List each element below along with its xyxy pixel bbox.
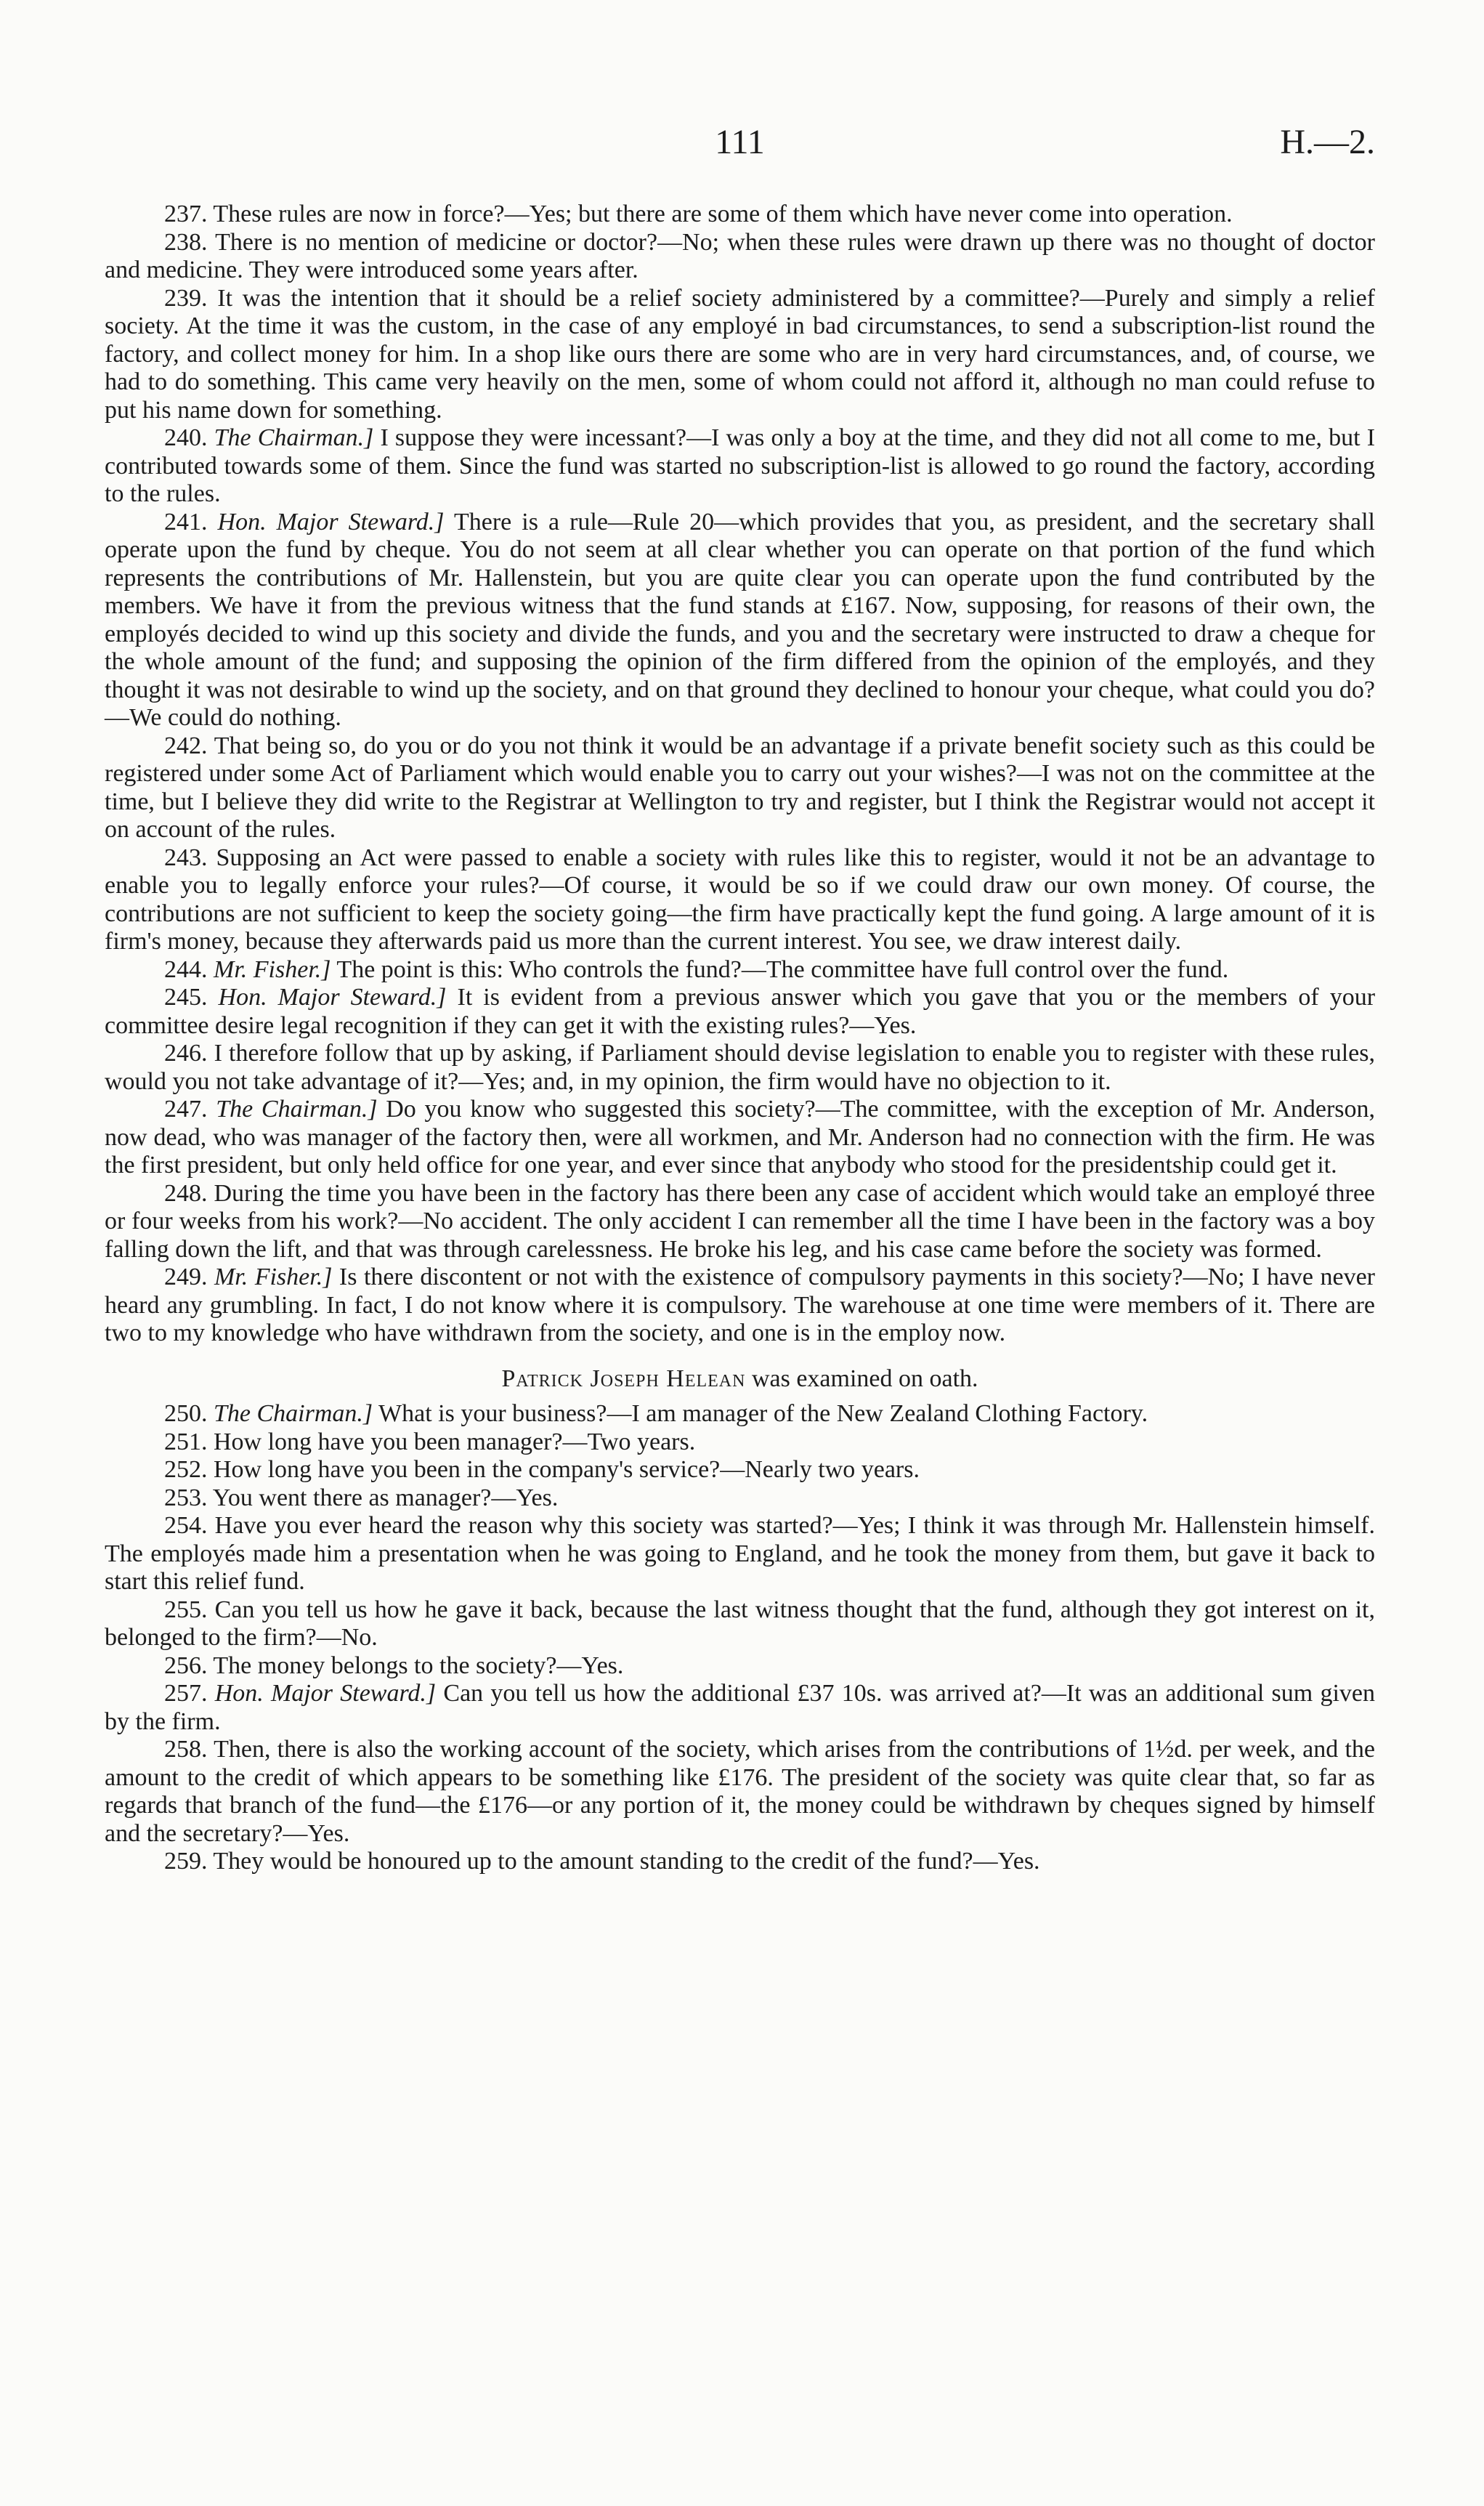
question-text: What is your business?—I am manager of the New Zealand Clothing Factory. bbox=[378, 1400, 1148, 1427]
question-paragraph bbox=[105, 1736, 1375, 1848]
question-text: You went there as manager?—Yes. bbox=[212, 1484, 559, 1511]
question-number: 255. bbox=[164, 1596, 208, 1623]
question-text: They would be honoured up to the amount standing to the credit of the fund?—Yes. bbox=[213, 1848, 1040, 1875]
question-text: I therefore follow that up by asking, if Parliament should devise legislation to enable you to register with these rules, would you not take advantage of it?—Yes; and, in my opinion, the firm would have no objection to it. bbox=[105, 1040, 1375, 1095]
question-text: Have you ever heard the reason why this society was started?—Yes; I think it was through Mr. Hallenstein himself. The employés made him a presentation when he was going to England, and he took the money from them, but gave it back to start this relief fund. bbox=[105, 1512, 1376, 1595]
question-text: The money belongs to the society?—Yes. bbox=[213, 1652, 624, 1679]
question-paragraph bbox=[105, 844, 1375, 956]
witness-heading-rest: was examined on oath. bbox=[751, 1365, 978, 1392]
testimony-section-second bbox=[105, 1400, 1375, 1876]
question-paragraph bbox=[105, 509, 1375, 732]
question-number: 243. bbox=[164, 844, 208, 871]
question-paragraph bbox=[105, 1484, 1375, 1513]
question-number: 252. bbox=[164, 1456, 208, 1483]
question-number: 237. bbox=[164, 201, 208, 227]
question-text: It is evident from a previous answer which you gave that you or the members of your committee desire legal recognition if they can get it with the existing rules?—Yes. bbox=[105, 984, 1376, 1039]
speaker-label: The Chairman.] bbox=[214, 424, 374, 451]
question-text: I suppose they were incessant?—I was only a boy at the time, and they did not all come to me, but I contributed towards some of them. Since the fund was started no subscription-list is allowed to go round the factory, according to the rules. bbox=[105, 424, 1376, 507]
question-number: 239. bbox=[164, 284, 208, 312]
question-paragraph bbox=[105, 1848, 1375, 1876]
question-number: 247. bbox=[164, 1096, 208, 1123]
question-text: There is a rule—Rule 20—which provides that you, as president, and the secretary shall operate upon the fund by cheque. You do not seem at all clear whether you can operate on that portion of the fund which represents the contributions of Mr. Hallenstein, but you are quite clear you can operate upon the fund contributed by the members. We have it from the previous witness that the fund stands at £167. Now, supposing, for reasons of their own, the employés decided to wind up this society and divide the funds, and you and the secretary were instructed to draw a cheque for the whole amount of the fund; and supposing the opinion of the firm differed from the opinion of the employés, and they thought it was not desirable to wind up the society, and on that ground they declined to honour your cheque, what could you do?—We could do nothing. bbox=[105, 508, 1376, 731]
speaker-label: The Chairman.] bbox=[214, 1400, 373, 1427]
question-number: 240. bbox=[164, 424, 208, 451]
question-number: 254. bbox=[164, 1512, 208, 1539]
speaker-label: Mr. Fisher.] bbox=[214, 955, 331, 983]
question-number: 245. bbox=[164, 984, 208, 1011]
question-text: Then, there is also the working account of the society, which arises from the contributions of 1½d. per week, and the amount to the credit of which appears to be something like £176. The president of the society was quite clear that, so far as regards that branch of the fund—the £176—or any portion of it, the money could be withdrawn by cheques signed by himself and the secretary?—Yes. bbox=[105, 1736, 1376, 1847]
testimony-section-first bbox=[105, 201, 1375, 1348]
question-text: Can you tell us how he gave it back, because the last witness thought that the fund, although they got interest on it, belonged to the firm?—No. bbox=[105, 1596, 1375, 1651]
question-text: Supposing an Act were passed to enable a society with rules like this to register, would it not be an advantage to enable you to legally enforce your rules?—Of course, it would be so if we could draw our own money. Of course, the contributions are not sufficient to keep the society going—the firm have practically kept the fund going. A large amount of it is firm's money, because they afterwards paid us more than the current interest. You see, we draw interest daily. bbox=[105, 844, 1376, 955]
question-number: 249. bbox=[164, 1264, 208, 1290]
question-paragraph bbox=[105, 956, 1375, 985]
page-number: 111 bbox=[715, 123, 765, 161]
question-number: 241. bbox=[164, 508, 208, 535]
question-number: 242. bbox=[164, 732, 208, 759]
question-paragraph bbox=[105, 201, 1375, 229]
question-number: 244. bbox=[164, 955, 208, 983]
question-number: 248. bbox=[164, 1179, 208, 1207]
witness-name: Patrick Joseph Helean bbox=[501, 1365, 746, 1392]
witness-heading bbox=[105, 1365, 1375, 1394]
question-number: 246. bbox=[164, 1040, 208, 1067]
question-paragraph bbox=[105, 1596, 1375, 1652]
question-number: 258. bbox=[164, 1736, 208, 1763]
question-text: During the time you have been in the factory has there been any case of accident which would take an employé three or four weeks from his work?—No accident. The only accident I can remember all the time I have been in the factory was a boy falling down the lift, and that was through carelessness. He broke his leg, and his case came before the society was formed. bbox=[105, 1179, 1376, 1263]
question-paragraph bbox=[105, 732, 1375, 844]
question-number: 250. bbox=[164, 1400, 208, 1427]
speaker-label: Hon. Major Steward.] bbox=[218, 984, 447, 1011]
speaker-label: Mr. Fisher.] bbox=[214, 1264, 333, 1290]
question-text: Can you tell us how the additional £37 10s. was arrived at?—It was an additional sum given by the firm. bbox=[105, 1680, 1375, 1735]
question-paragraph bbox=[105, 424, 1375, 509]
speaker-label: Hon. Major Steward.] bbox=[214, 1680, 437, 1707]
question-number: 259. bbox=[164, 1848, 208, 1875]
question-text: These rules are now in force?—Yes; but there are some of them which have never come into operation. bbox=[213, 201, 1233, 227]
question-paragraph bbox=[105, 1512, 1375, 1596]
speaker-label: The Chairman.] bbox=[216, 1096, 378, 1123]
document-reference: H.—2. bbox=[1280, 123, 1375, 161]
question-number: 253. bbox=[164, 1484, 208, 1511]
question-paragraph bbox=[105, 285, 1375, 425]
question-text: Do you know who suggested this society?—The committee, with the exception of Mr. Anderson, now dead, who was manager of the factory then, were all workmen, and Mr. Anderson had no connection with the firm. He was the first president, but only held office for one year, and ever since that anybody who stood for the presidentship could get it. bbox=[105, 1096, 1375, 1179]
question-paragraph bbox=[105, 229, 1375, 285]
question-text: The point is this: Who controls the fund?—The committee have full control over the fund. bbox=[336, 955, 1229, 983]
question-number: 251. bbox=[164, 1428, 208, 1455]
question-paragraph bbox=[105, 1428, 1375, 1457]
question-text: There is no mention of medicine or doctor?—No; when these rules were drawn up there was no thought of doctor and medicine. They were introduced some years after. bbox=[105, 228, 1375, 283]
question-text: Is there discontent or not with the existence of compulsory payments in this society?—No; I have never heard any grumbling. In fact, I do not know where it is compulsory. The warehouse at one time were members of it. There are two to my knowledge who have withdrawn from the society, and one is in the employ now. bbox=[105, 1264, 1375, 1346]
page-body bbox=[105, 201, 1375, 1876]
question-number: 256. bbox=[164, 1652, 208, 1679]
question-text: That being so, do you or do you not think it would be an advantage if a private benefit society such as this could be registered under some Act of Parliament which would enable you to carry out your wishes?—I was not on the committee at the time, but I believe they did write to the Registrar at Wellington to try and register, but I think the Registrar would not accept it on account of the rules. bbox=[105, 732, 1375, 843]
question-paragraph bbox=[105, 1264, 1375, 1348]
question-text: How long have you been in the company's service?—Nearly two years. bbox=[214, 1456, 920, 1483]
question-paragraph bbox=[105, 1652, 1375, 1681]
question-text: It was the intention that it should be a relief society administered by a committee?—Purely and simply a relief society. At the time it was the custom, in the case of any employé in bad circumstances, to send a subscription-list round the factory, and collect money for him. In a shop like ours there are some who are in very hard circumstances, and, of course, we had to do something. This came very heavily on the men, some of whom could not afford it, although no man could refuse to put his name down for something. bbox=[105, 284, 1375, 424]
question-paragraph bbox=[105, 1456, 1375, 1484]
question-paragraph bbox=[105, 1400, 1375, 1428]
page-header bbox=[105, 122, 1375, 166]
question-paragraph bbox=[105, 1096, 1375, 1180]
speaker-label: Hon. Major Steward.] bbox=[217, 508, 445, 535]
question-number: 238. bbox=[164, 228, 208, 256]
question-number: 257. bbox=[164, 1680, 208, 1707]
question-paragraph bbox=[105, 1680, 1375, 1736]
question-paragraph bbox=[105, 1180, 1375, 1264]
question-text: How long have you been manager?—Two years. bbox=[214, 1428, 696, 1455]
question-paragraph bbox=[105, 984, 1375, 1040]
question-paragraph bbox=[105, 1040, 1375, 1096]
